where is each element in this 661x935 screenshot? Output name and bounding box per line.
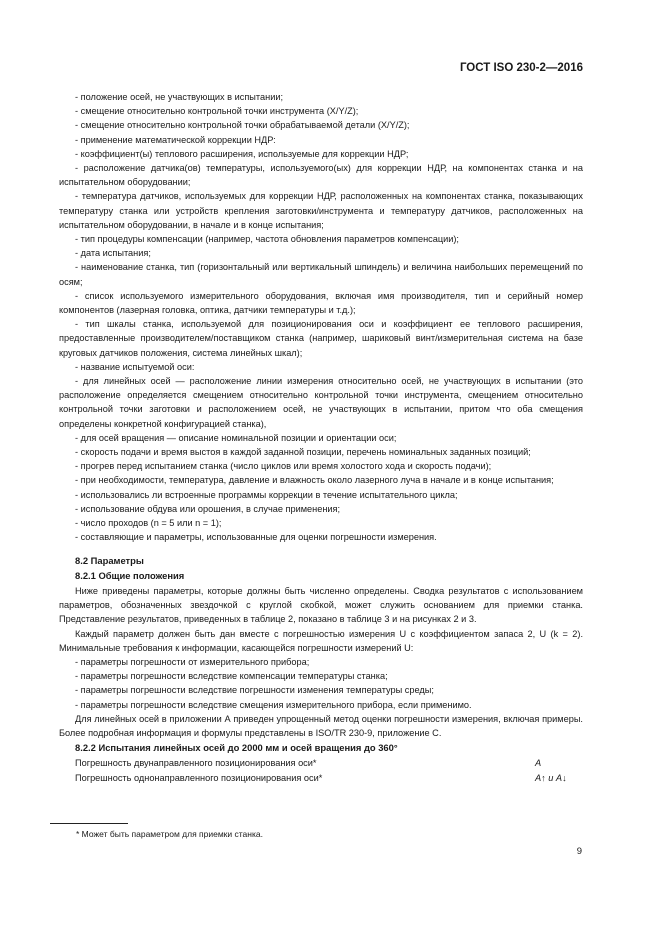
list-item: - число проходов (n = 5 или n = 1); — [75, 518, 222, 529]
section-heading: 8.2 Параметры — [75, 554, 144, 566]
list-item: - положение осей, не участвующих в испытании; — [75, 92, 284, 102]
list-item: - использование обдува или орошения, в случае применения; — [75, 503, 341, 514]
list-item: - для осей вращения — описание номинальной позиции и ориентации оси; — [75, 432, 397, 443]
footnote-divider — [50, 823, 128, 824]
list-item: - скорость подачи и время выстоя в каждой заданной позиции, перечень номинальных заданных позиций; — [75, 447, 531, 458]
subsection-heading: 8.2.1 Общие положения — [75, 569, 185, 581]
list-item: - параметры погрешности вследствие смещения измерительного прибора, если применимо. — [75, 699, 472, 710]
list-item: - прогрев перед испытанием станка (число циклов или время холостого хода и скорость подачи); — [75, 461, 492, 472]
paragraph: Для линейных осей в приложении А приведен упрощенный метод оценки погрешности измерения, включая примеры. Более подробная информация и формулы представлены в ISO/TR 230-9, приложение С. — [59, 713, 583, 738]
list-item: - смещение относительно контрольной точки инструмента (X/Y/Z); — [75, 106, 359, 117]
list-item: - дата испытания; — [75, 248, 151, 259]
paragraph: Каждый параметр должен быть дан вместе с погрешностью измерения U с коэффициентом запаса 2, U (k = 2). Минимальные требования к информации, касающейся погрешности измерений U: — [59, 628, 583, 653]
list-item: - при необходимости, температура, давление и влажность около лазерного луча в начале и в конце испытания; — [75, 475, 554, 486]
parameter-label: Погрешность однонаправленного позиционирования оси* — [75, 772, 323, 783]
subsection-heading: 8.2.2 Испытания линейных осей до 2000 мм и осей вращения до 360° — [75, 742, 398, 754]
parameter-row — [59, 771, 583, 785]
list-item: - параметры погрешности от измерительного прибора; — [75, 656, 310, 667]
main-content — [59, 90, 583, 785]
list-item: - применение математической коррекции НДР: — [75, 134, 276, 145]
list-item: - для линейных осей — расположение линии измерения относительно осей, не участвующих в испытании (это расположение определяется смещением относительно контрольной точки инструмента, смещением относительно контрольной точки заготовки и расположением осей, не участвующих в испытании, притом что оба смещения определены конкретной конфигурацией станка), — [59, 376, 583, 429]
list-item: - составляющие и параметры, использованные для оценки погрешности измерения. — [75, 532, 437, 543]
list-item: - температура датчиков, используемых для коррекции НДР, расположенных на компонентах станка, показывающих температуру станка или устройств крепления заготовки/инструмента и температуру датчиков, расположенных на испытательном оборудовании, в начале и в конце испытания; — [59, 191, 583, 230]
list-item: - смещение относительно контрольной точки обрабатываемой детали (X/Y/Z); — [75, 120, 410, 131]
document-header: ГОСТ ISO 230-2—2016 — [459, 62, 583, 74]
list-item: - наименование станка, тип (горизонтальный или вертикальный шпиндель) и величина наибольших перемещений по осям; — [59, 262, 583, 287]
list-item: - параметры погрешности вследствие компенсации температуры станка; — [75, 671, 388, 682]
parameter-symbol: A↑ и A↓ — [535, 772, 567, 783]
list-item: - использовались ли встроенные программы коррекции в течение испытательного цикла; — [75, 489, 458, 500]
list-item: - параметры погрешности вследствие погрешности изменения температуры среды; — [75, 685, 434, 696]
parameter-label: Погрешность двунаправленного позиционирования оси* — [75, 758, 317, 769]
list-item: - расположение датчика(ов) температуры, используемого(ых) для коррекции НДР, на компонентах станка и на испытательном оборудовании; — [59, 163, 583, 188]
list-item: - название испытуемой оси: — [75, 361, 195, 372]
parameter-symbol: A — [535, 758, 542, 769]
list-item: - коэффициент(ы) теплового расширения, используемые для коррекции НДР; — [75, 148, 409, 159]
list-item: - тип процедуры компенсации (например, частота обновления параметров компенсации); — [75, 234, 459, 245]
parameter-row — [59, 756, 583, 770]
paragraph: Ниже приведены параметры, которые должны быть численно определены. Сводка результатов с использованием параметров, обозначенных звездочкой с круглой скобкой, может служить основанием для приемки станка. Представление результатов, приведенных в таблице 2, показано в таблице 3 и на рисунках 2 и 3. — [59, 585, 583, 625]
footnote: * Может быть параметром для приемки станка. — [76, 829, 263, 839]
page-number: 9 — [576, 846, 582, 857]
list-item: - список используемого измерительного оборудования, включая имя производителя, тип и серийный номер компонентов (лазерная головка, оптика, датчики температуры и т.д.); — [59, 290, 583, 316]
list-item: - тип шкалы станка, используемой для позиционирования оси и коэффициент ее теплового расширения, предоставленные производителем/поставщиком станка (например, шариковый винт/измерительная система на базе круговых датчиков положения, система линейных шкал); — [59, 319, 583, 358]
